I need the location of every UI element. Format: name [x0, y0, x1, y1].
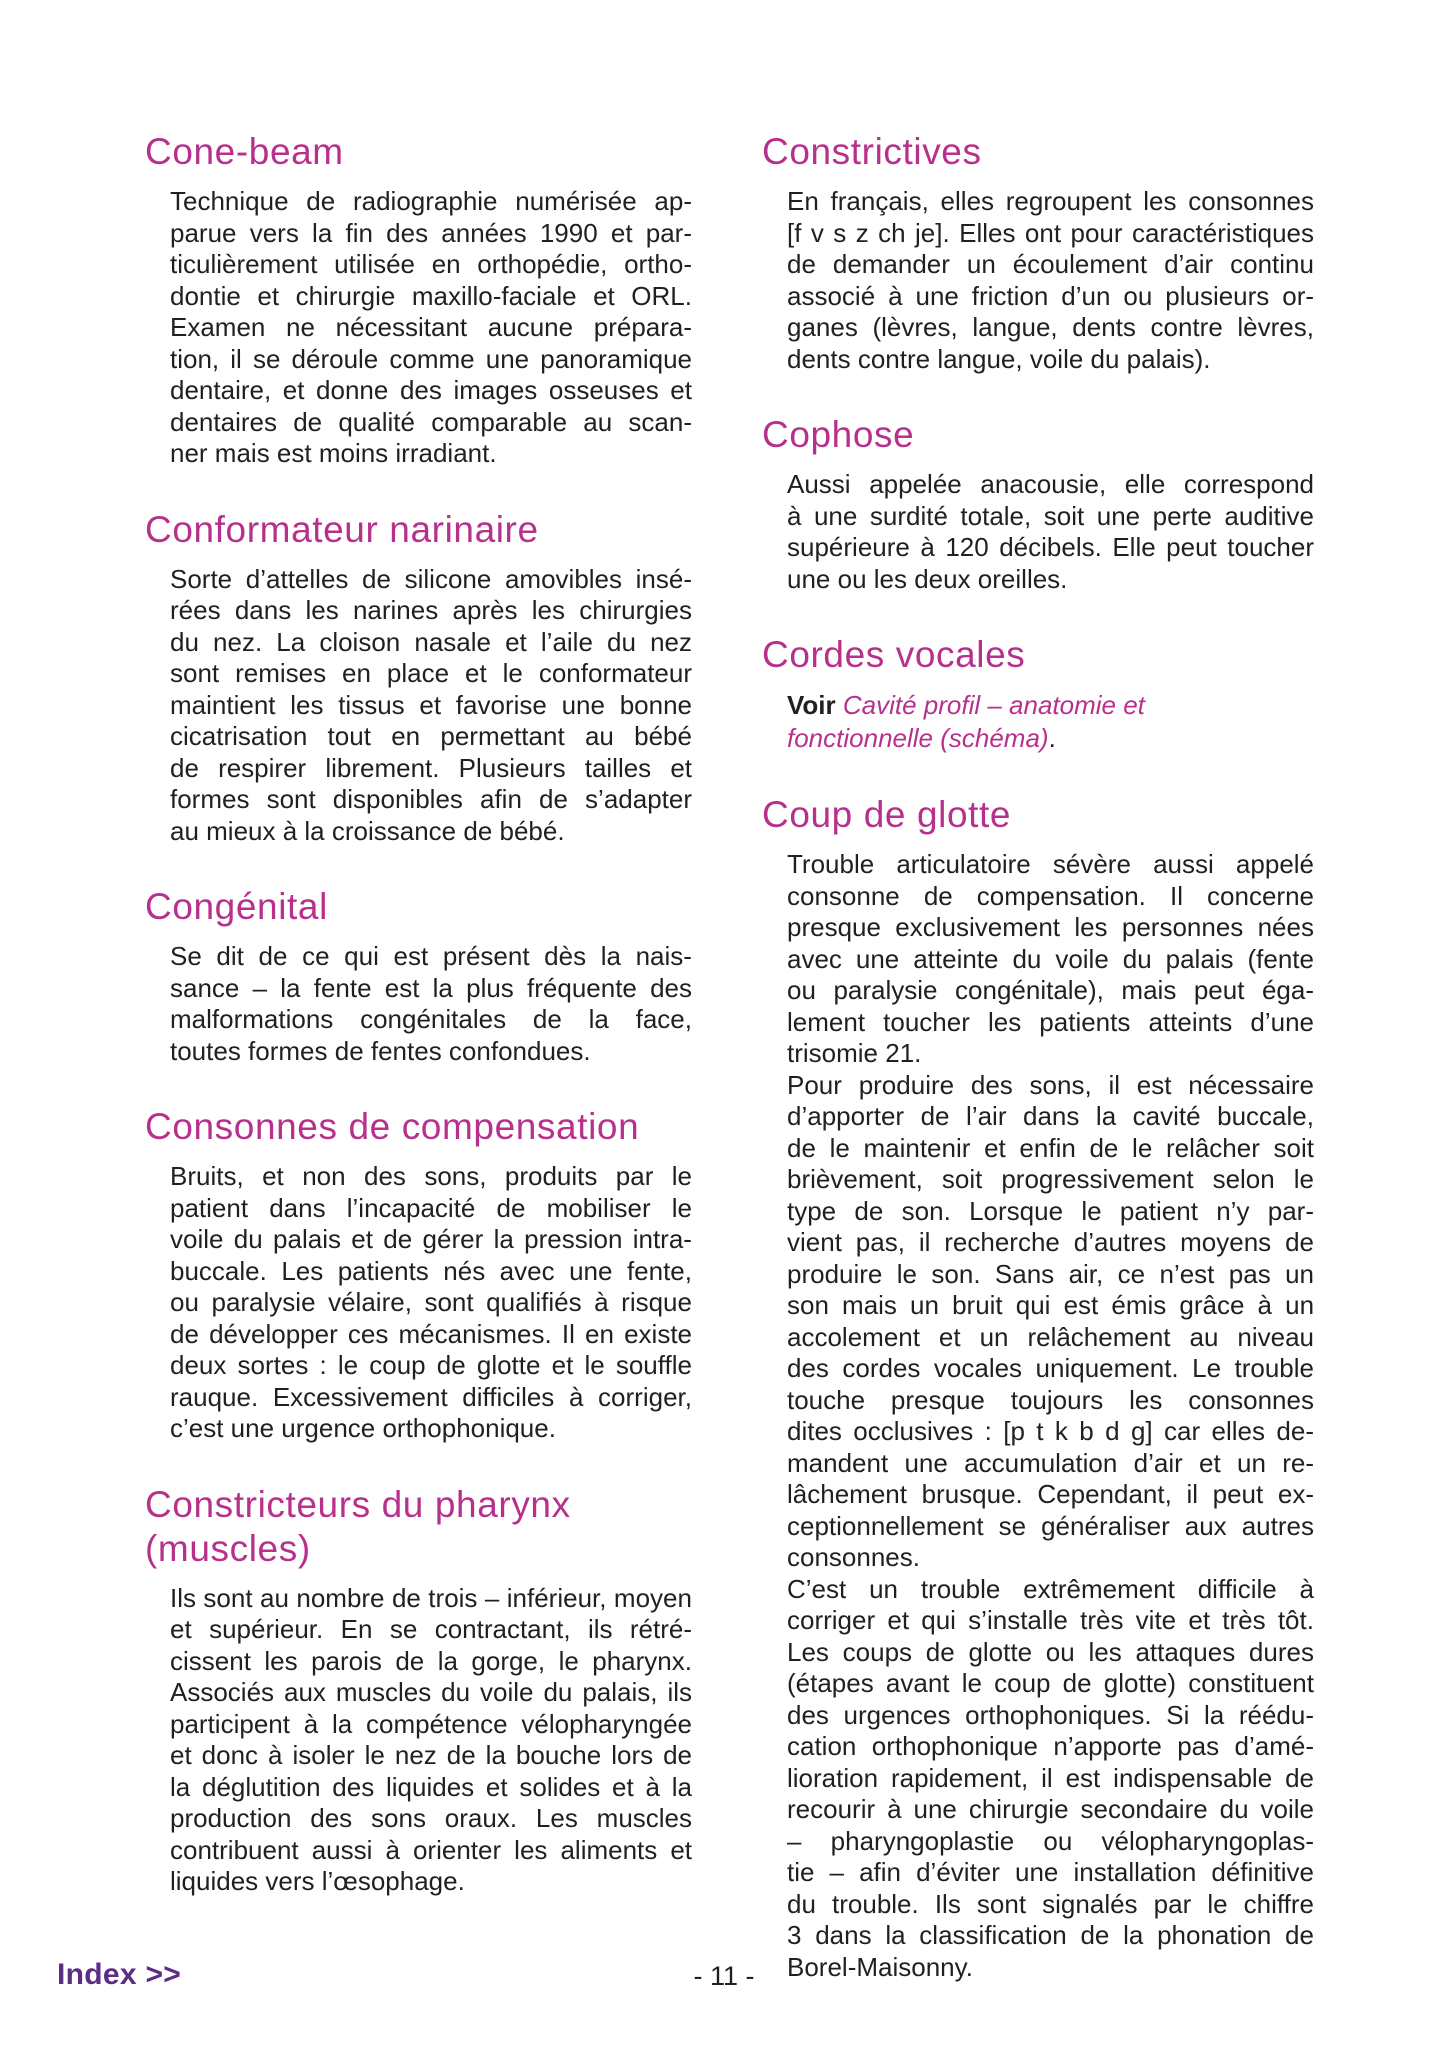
- definition-line: dentaire, et donne des images osseuses et: [170, 375, 692, 405]
- term-heading: [145, 508, 692, 552]
- definition-line: ner mais est moins irradiant.: [170, 438, 497, 468]
- term-heading: [145, 885, 692, 929]
- see-reference-link[interactable]: Cavité profil – anatomie et: [842, 690, 1145, 720]
- definition-line: brièvement, soit progressivement selon le: [787, 1164, 1314, 1194]
- see-reference-link[interactable]: fonctionnelle (schéma): [787, 723, 1049, 753]
- definition-paragraph: [787, 849, 1314, 1070]
- definition-line: Bruits, et non des sons, produits par le: [170, 1161, 693, 1191]
- definition-line: C’est un trouble extrêmement difficile à: [787, 1573, 1315, 1604]
- glossary-section: [145, 130, 692, 470]
- definition-line: dentaires de qualité comparable au scan-: [170, 406, 693, 437]
- definition-line: accolement et un relâchement au niveau: [787, 1321, 1314, 1352]
- definition-line: du trouble. Ils sont signalés par le chiffre: [787, 1888, 1314, 1919]
- definition-line: Borel-Maisonny.: [787, 1951, 973, 1982]
- term-heading: [762, 130, 1314, 174]
- definition-line: vient pas, il recherche d’autres moyens de: [787, 1227, 1314, 1257]
- definition-line: sance – la fente est la plus fréquente des: [170, 972, 693, 1003]
- definition-line: Trouble articulatoire sévère aussi appelé: [787, 849, 1315, 879]
- term-heading-line: Constrictives: [762, 131, 982, 172]
- definition-line: [f v s z ch je]. Elles ont pour caractéristiques: [787, 217, 1315, 248]
- term-heading-line: Cophose: [762, 414, 915, 455]
- definition-line: touche presque toujours les consonnes: [787, 1384, 1314, 1415]
- definition-line: Se dit de ce qui est présent dès la nais-: [170, 941, 692, 971]
- definition-line: Sorte d’attelles de silicone amovibles insé-: [170, 563, 693, 594]
- definition-line: Associés aux muscles du voile du palais, ils: [170, 1677, 693, 1707]
- definition-line: des cordes vocales uniquement. Le trouble: [787, 1353, 1315, 1383]
- definition-line: cation orthophonique n’apporte pas d’amé-: [787, 1731, 1314, 1761]
- definition-line: malformations congénitales de la face,: [170, 1004, 692, 1034]
- definition-line: patient dans l’incapacité de mobiliser le: [170, 1192, 693, 1223]
- definition-line: maintient les tissus et favorise une bonne: [170, 689, 692, 720]
- see-reference-line: [787, 689, 1314, 722]
- definition-line: rauque. Excessivement difficiles à corriger,: [170, 1381, 692, 1412]
- term-definition: [170, 1583, 692, 1898]
- definition-line: dites occlusives : [p t k b d g] car elles de-: [787, 1416, 1314, 1446]
- term-heading-line: Congénital: [145, 886, 328, 927]
- definition-line: ticulièrement utilisée en orthopédie, ortho-: [170, 249, 693, 279]
- term-heading-line: Cone-beam: [145, 131, 344, 172]
- column-left: [145, 130, 692, 1983]
- see-reference-line: [787, 722, 1314, 755]
- definition-paragraph: [170, 941, 692, 1067]
- definition-line: mandent une accumulation d’air et un re-: [787, 1447, 1315, 1478]
- definition-line: des urgences orthophoniques. Si la réédu-: [787, 1699, 1314, 1730]
- definition-line: ganes (lèvres, langue, dents contre lèvres,: [787, 312, 1314, 342]
- definition-paragraph: [170, 186, 692, 470]
- definition-line: Ils sont au nombre de trois – inférieur, moyen: [170, 1582, 692, 1613]
- definition-line: liquides vers l’œsophage.: [170, 1866, 465, 1896]
- term-definition: [170, 941, 692, 1067]
- term-heading-line: Conformateur narinaire: [145, 508, 539, 550]
- definition-paragraph: [170, 564, 692, 848]
- see-reference-text: .: [1048, 723, 1056, 753]
- term-heading: [145, 1105, 692, 1149]
- definition-line: participent à la compétence vélopharyngée: [170, 1708, 693, 1739]
- definition-line: d’apporter de l’air dans la cavité buccale,: [787, 1101, 1314, 1131]
- definition-line: de respirer librement. Plusieurs tailles et: [170, 752, 693, 783]
- term-definition: [787, 689, 1314, 755]
- definition-line: du nez. La cloison nasale et l’aile du nez: [170, 626, 692, 657]
- term-heading-line: Constricteurs du pharynx: [145, 1483, 571, 1525]
- glossary-section: [762, 793, 1314, 1983]
- definition-line: toutes formes de fentes confondues.: [170, 1035, 591, 1066]
- definition-line: associé à une friction d’un ou plusieurs or-: [787, 280, 1315, 311]
- glossary-section: [762, 413, 1314, 595]
- definition-line: – pharyngoplastie ou vélopharyngoplas-: [787, 1825, 1315, 1856]
- term-definition: [787, 849, 1314, 1983]
- two-column-content: [145, 130, 1314, 1983]
- term-heading: [145, 130, 692, 174]
- glossary-section: [145, 508, 692, 848]
- term-heading-line: (muscles): [145, 1527, 311, 1569]
- term-definition: [170, 186, 692, 470]
- definition-line: dontie et chirurgie maxillo-faciale et ORL.: [170, 280, 692, 311]
- definition-line: et supérieur. En se contractant, ils rétré-: [170, 1614, 693, 1644]
- definition-line: ou paralysie congénitale), mais peut éga-: [787, 975, 1315, 1005]
- definition-line: (étapes avant le coup de glotte) constituent: [787, 1668, 1314, 1698]
- glossary-section: [145, 885, 692, 1067]
- definition-line: Les coups de glotte ou les attaques dures: [787, 1636, 1314, 1667]
- column-right: [762, 130, 1314, 1983]
- definition-line: la déglutition des liquides et solides et à la: [170, 1771, 692, 1802]
- glossary-section: [145, 1105, 692, 1445]
- definition-line: et donc à isoler le nez de la bouche lors de: [170, 1740, 693, 1770]
- term-heading: [762, 413, 1314, 457]
- term-heading: [145, 1483, 692, 1571]
- definition-line: Aussi appelée anacousie, elle correspond: [787, 469, 1314, 499]
- definition-line: de le maintenir et enfin de le relâcher soit: [787, 1132, 1315, 1163]
- definition-line: corriger et qui s’installe très vite et très tôt.: [787, 1605, 1314, 1635]
- definition-paragraph: [787, 1574, 1314, 1984]
- definition-line: au mieux à la croissance de bébé.: [170, 815, 565, 846]
- definition-paragraph: [170, 1161, 692, 1445]
- definition-line: recourir à une chirurgie secondaire du voile: [787, 1794, 1314, 1824]
- definition-line: consonnes.: [787, 1542, 920, 1572]
- definition-line: 3 dans la classification de la phonation de: [787, 1920, 1314, 1950]
- index-link[interactable]: Index >>: [57, 1958, 182, 1991]
- definition-line: de demander un écoulement d’air continu: [787, 249, 1314, 279]
- definition-line: Examen ne nécessitant aucune prépara-: [170, 312, 693, 342]
- definition-line: produire le son. Sans air, ce n’est pas un: [787, 1258, 1315, 1289]
- definition-line: lâchement brusque. Cependant, il peut ex-: [787, 1479, 1314, 1509]
- definition-line: trisomie 21.: [787, 1038, 922, 1068]
- term-heading: [762, 633, 1314, 677]
- definition-line: ceptionnellement se généraliser aux autres: [787, 1510, 1314, 1541]
- definition-line: supérieure à 120 décibels. Elle peut toucher: [787, 532, 1315, 562]
- definition-line: rées dans les narines après les chirurgies: [170, 595, 692, 625]
- definition-paragraph: [787, 1070, 1314, 1574]
- definition-line: buccale. Les patients nés avec une fente,: [170, 1255, 692, 1286]
- definition-line: Pour produire des sons, il est nécessaire: [787, 1069, 1314, 1100]
- definition-line: production des sons oraux. Les muscles: [170, 1803, 693, 1833]
- term-heading-line: Cordes vocales: [762, 634, 1026, 675]
- term-definition: [787, 186, 1314, 375]
- definition-line: voile du palais et de gérer la pression intra-: [170, 1224, 692, 1254]
- definition-paragraph: [787, 469, 1314, 595]
- definition-line: formes sont disponibles afin de s’adapter: [170, 784, 693, 814]
- definition-line: c’est une urgence orthophonique.: [170, 1413, 556, 1443]
- definition-line: consonne de compensation. Il concerne: [787, 880, 1314, 911]
- glossary-section: [762, 130, 1314, 375]
- term-heading-line: Consonnes de compensation: [145, 1106, 640, 1147]
- definition-paragraph: [787, 186, 1314, 375]
- definition-line: contribuent aussi à orienter les aliments et: [170, 1834, 693, 1865]
- term-definition: [170, 564, 692, 848]
- definition-line: à une surdité totale, soit une perte auditive: [787, 500, 1315, 531]
- definition-line: sont remises en place et le conformateur: [170, 658, 692, 688]
- see-reference-text: Voir: [787, 690, 843, 720]
- definition-paragraph: [787, 689, 1314, 755]
- definition-line: son mais un bruit qui est émis grâce à un: [787, 1290, 1315, 1320]
- definition-line: tion, il se déroule comme une panoramique: [170, 343, 693, 374]
- definition-line: parue vers la fin des années 1990 et par-: [170, 217, 693, 248]
- definition-line: Technique de radiographie numérisée ap-: [170, 186, 692, 216]
- term-heading-line: Coup de glotte: [762, 794, 1012, 835]
- term-heading: [762, 793, 1314, 837]
- definition-line: type de son. Lorsque le patient n’y par-: [787, 1195, 1314, 1226]
- definition-line: cicatrisation tout en permettant au bébé: [170, 721, 692, 751]
- term-definition: [170, 1161, 692, 1445]
- definition-line: En français, elles regroupent les consonnes: [787, 186, 1315, 216]
- definition-line: tie – afin d’éviter une installation définitive: [787, 1857, 1315, 1887]
- definition-line: dents contre langue, voile du palais).: [787, 343, 1211, 374]
- definition-line: lement toucher les patients atteints d’une: [787, 1006, 1315, 1037]
- definition-line: ou paralysie vélaire, sont qualifiés à risque: [170, 1287, 692, 1317]
- glossary-section: [145, 1483, 692, 1898]
- page-number: - 11 -: [693, 1961, 755, 1991]
- definition-line: deux sortes : le coup de glotte et le souffle: [170, 1350, 692, 1380]
- definition-line: une ou les deux oreilles.: [787, 563, 1068, 594]
- definition-paragraph: [170, 1583, 692, 1898]
- definition-line: avec une atteinte du voile du palais (fente: [787, 943, 1314, 974]
- definition-line: de développer ces mécanismes. Il en existe: [170, 1318, 693, 1349]
- definition-line: presque exclusivement les personnes nées: [787, 912, 1314, 942]
- definition-line: cissent les parois de la gorge, le pharynx.: [170, 1645, 692, 1676]
- definition-line: lioration rapidement, il est indispensable de: [787, 1762, 1314, 1793]
- glossary-section: [762, 633, 1314, 755]
- term-definition: [787, 469, 1314, 595]
